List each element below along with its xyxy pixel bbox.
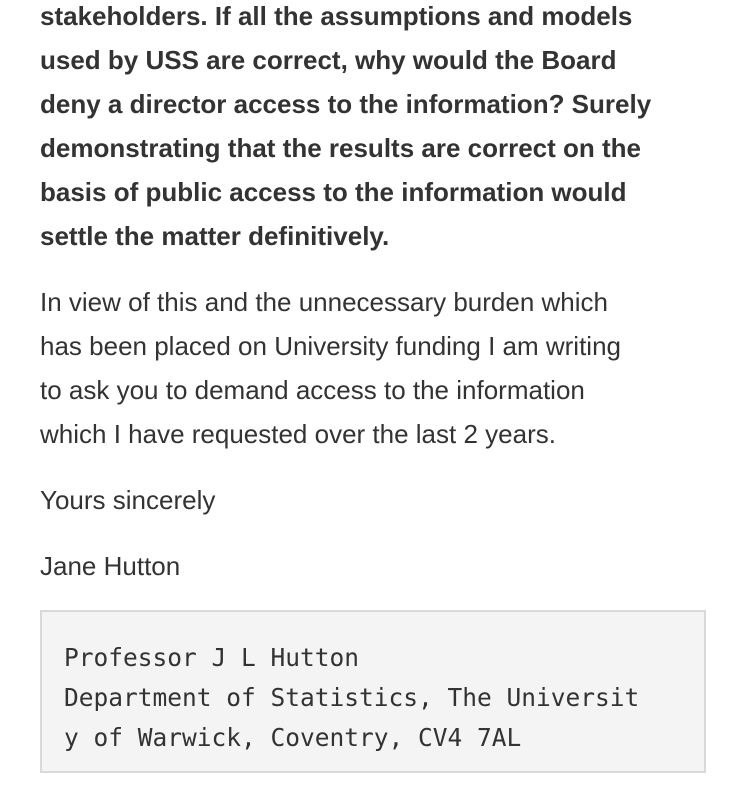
signature-name: Jane Hutton (40, 551, 181, 581)
request-paragraph: In view of this and the unnecessary burden which has been placed on University funding I am writing to ask you to demand access to the information which I have requested over the last 2 years. (40, 287, 621, 449)
letter-body (40, 0, 720, 588)
bold-paragraph: stakeholders. If all the assumptions and models used by USS are correct, why would the Board deny a director access to the information? Surely demonstrating that the results are correct on the basis of public access to the information would settle the matter definitively. (40, 1, 652, 251)
closing-text: Yours sincerely (40, 485, 216, 515)
address-text: Professor J L Hutton Department of Statistics, The Universit y of Warwick, Coventry, CV4 7AL (64, 643, 640, 752)
address-block (40, 610, 706, 773)
